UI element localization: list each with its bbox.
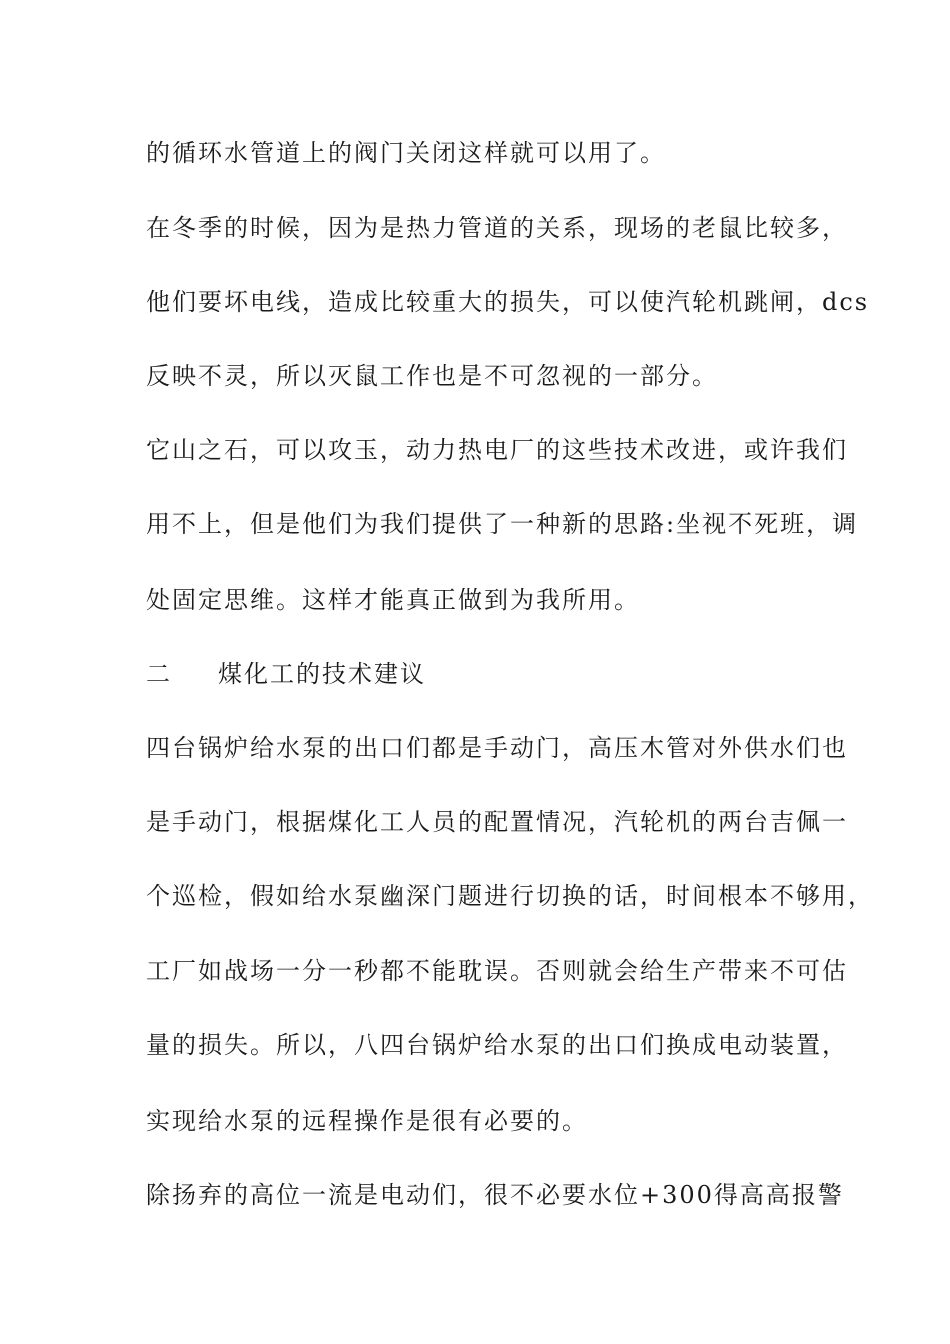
paragraph-line-4: 反映不灵，所以灭鼠工作也是不可忽视的一部分。 — [146, 362, 718, 390]
paragraph-line-5: 它山之石，可以攻玉，动力热电厂的这些技术改进，或许我们 — [146, 436, 848, 464]
paragraph-line-1: 的循环水管道上的阀门关闭这样就可以用了。 — [146, 139, 666, 167]
paragraph-line-8: 四台锅炉给水泵的出口们都是手动门，高压木管对外供水们也 — [146, 734, 848, 762]
paragraph-line-14: 除扬弃的高位一流是电动们，很不必要水位+300得高高报警 — [146, 1181, 844, 1209]
paragraph-line-13: 实现给水泵的远程操作是很有必要的。 — [146, 1107, 588, 1135]
section-heading-title: 煤化工的技术建议 — [218, 660, 426, 688]
section-heading-number: 二 — [146, 660, 172, 688]
paragraph-line-6: 用不上，但是他们为我们提供了一种新的思路:坐视不死班，调 — [146, 510, 859, 538]
paragraph-line-3: 他们要坏电线，造成比较重大的损失，可以使汽轮机跳闸，dcs — [146, 288, 870, 316]
paragraph-line-10: 个巡检，假如给水泵幽深门题进行切换的话，时间根本不够用， — [146, 882, 874, 910]
paragraph-line-7: 处固定思维。这样才能真正做到为我所用。 — [146, 586, 640, 614]
section-heading — [146, 659, 426, 689]
paragraph-line-9: 是手动门，根据煤化工人员的配置情况，汽轮机的两台吉佩一 — [146, 808, 848, 836]
paragraph-line-2: 在冬季的时候，因为是热力管道的关系，现场的老鼠比较多， — [146, 214, 848, 242]
paragraph-line-11: 工厂如战场一分一秒都不能耽误。否则就会给生产带来不可估 — [146, 957, 848, 985]
paragraph-line-12: 量的损失。所以，八四台锅炉给水泵的出口们换成电动装置， — [146, 1031, 848, 1059]
